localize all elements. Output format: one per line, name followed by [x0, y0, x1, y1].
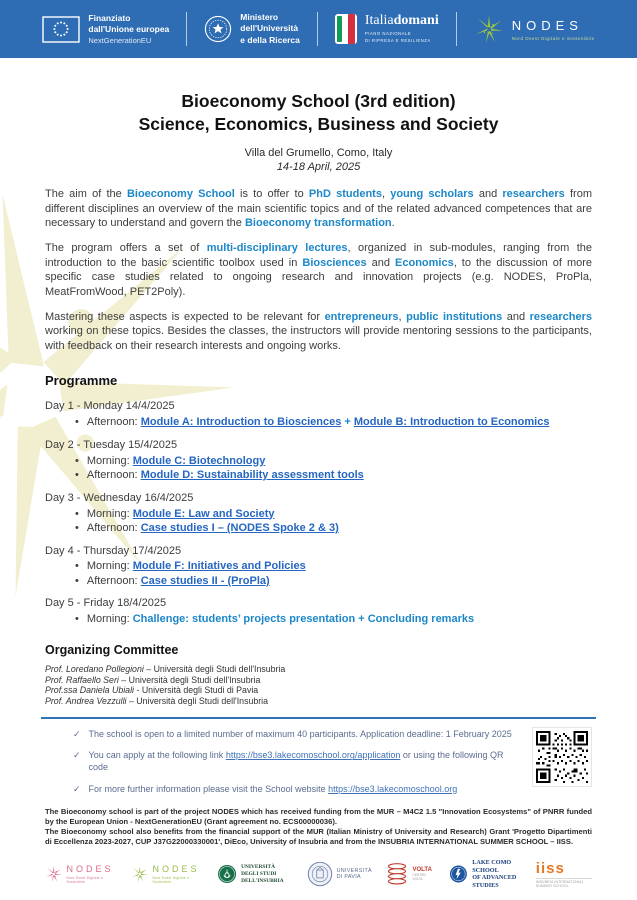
italiadomani-regular: Italia: [364, 13, 394, 29]
lake-como-emblem-icon: [449, 860, 468, 888]
challenge-highlight: Challenge: students’ projects presentation + Concluding remarks: [132, 613, 475, 626]
member-affiliation: – Università degli Studi dell'Insubria: [118, 674, 261, 685]
text-segment: researchers: [502, 188, 565, 201]
text-segment: Bioeconomy School: [126, 188, 235, 201]
bullet-icon: •: [75, 454, 79, 467]
text-segment: and: [366, 256, 396, 269]
funding-note: [45, 807, 592, 846]
text-segment: PhD students: [308, 188, 382, 201]
text-segment: Afternoon:: [86, 469, 141, 482]
day3-morning-item: [75, 507, 592, 522]
italiadomani-bold: domani: [393, 13, 439, 29]
title-block: [45, 90, 592, 173]
text-segment: Morning:: [86, 613, 133, 626]
partner-insubria: [217, 860, 292, 888]
text-segment: Mastering these aspects is expected to be relevant for: [45, 310, 325, 323]
header-divider: [456, 12, 457, 46]
text-segment: or using the following QR code: [88, 750, 504, 773]
module-a-link[interactable]: Module A: Introduction to Biosciences: [140, 416, 342, 429]
check-icon: ✓: [73, 728, 81, 739]
flyer-content: [0, 90, 637, 890]
day4-morning-text: [87, 560, 306, 572]
nodes-sparkle-icon: [131, 864, 148, 884]
ministry-line2: dell'Università: [240, 23, 299, 34]
text-segment: ,: [381, 188, 391, 201]
intro-paragraph-3: [45, 310, 592, 354]
day4-afternoon-text: [87, 575, 270, 587]
header-divider: [317, 12, 318, 46]
check-icon: ✓: [73, 783, 81, 794]
partner-pavia: [307, 861, 372, 887]
text-segment: Morning:: [86, 454, 133, 467]
page-title-line1: Bioeconomy School (3rd edition): [181, 91, 456, 111]
intro-section: [45, 187, 592, 353]
text-segment: Morning:: [86, 507, 133, 520]
text-segment: You can apply at the following link: [88, 750, 226, 761]
text-segment: The aim of the: [45, 188, 127, 201]
bullet-icon: •: [75, 574, 79, 587]
partner-sublabel: DI PAVIA: [336, 874, 361, 881]
bullet-icon: •: [75, 416, 79, 429]
bullet-icon: •: [75, 560, 79, 573]
venue-text: Villa del Grumello, Como, Italy: [244, 147, 393, 160]
member-name: Prof. Raffaello Seri: [45, 674, 119, 685]
text-segment: Afternoon:: [86, 574, 141, 587]
italy-flag-icon: [335, 14, 357, 44]
nodes-sparkle-icon: [474, 14, 504, 44]
ministry-logo: [204, 12, 300, 45]
ministry-emblem-icon: [204, 15, 232, 43]
text-segment: Economics: [395, 256, 454, 269]
application-info-box: [45, 725, 592, 806]
partner-label: VOLTA: [412, 866, 432, 873]
text-segment: entrepreneurs: [324, 310, 399, 323]
text-segment: working on these topics. Besides the classes, the instructors will provide mentoring sessions to the participants, with feedback on their research interests and ongoing works.: [45, 325, 592, 352]
day2-afternoon-text: [87, 469, 364, 481]
text-segment: and: [473, 188, 503, 201]
module-e-link[interactable]: Module E: Law and Society: [132, 507, 275, 520]
intro-paragraph-1: [45, 187, 592, 231]
text-segment: and: [502, 310, 530, 323]
programme-day-4: [45, 544, 592, 589]
partner-label: NODES: [152, 864, 200, 875]
committee-member: [45, 685, 592, 696]
day1-afternoon-item: [75, 415, 592, 430]
partner-label: NODES: [66, 864, 114, 875]
partner-label: UNIVERSITÀ: [336, 867, 372, 874]
day2-afternoon-item: [75, 468, 592, 483]
programme-day-5: [45, 596, 592, 626]
committee-heading: Organizing Committee: [45, 642, 179, 657]
text-segment: researchers: [529, 310, 593, 323]
funding-line-2: The Bioeconomy school also benefits from the financial support of the MUR (Italian Ministry of University and Research) Grant 'Progetto Dipartimenti di Eccellenza 2023-2027, CUP J37G22000330001', DiEco, University of Insubria and from the INSUBRIA INTERNATIONAL SUMMER SCHOOL – IISS.: [45, 827, 592, 846]
nodes-wordmark: NODES: [511, 17, 583, 33]
text-segment: +: [341, 416, 354, 429]
check-icon: ✓: [73, 750, 81, 761]
partner-label: iiss: [535, 859, 565, 877]
info-text: [89, 750, 516, 773]
text-segment: , to the discussion of more specific case studies related to ongoing research and innovation projects (e.g. NODES, ProPla, MeatFromWood, PET2Poly).: [45, 256, 593, 298]
section-divider: [41, 717, 596, 719]
text-segment: Biosciences: [302, 256, 367, 269]
partner-nodes-green: [131, 864, 202, 884]
partner-sublabel: INSUBRIA INTERNATIONAL SUMMER SCHOOL: [536, 878, 592, 888]
programme-section: [45, 373, 592, 626]
committee-member: [45, 675, 592, 686]
text-segment: The program offers a set of: [45, 242, 207, 255]
member-name: Prof. Loredano Pollegioni: [45, 663, 144, 674]
text-segment: Morning:: [86, 560, 133, 573]
committee-section: [45, 643, 592, 707]
ministry-line3: e della Ricerca: [240, 34, 300, 45]
member-name: Prof. Andrea Vezzulli: [45, 695, 127, 706]
partner-sublabel: OF ADVANCED STUDIES: [472, 874, 517, 890]
day5-morning-text: [87, 613, 474, 625]
partner-iiss: [536, 861, 592, 888]
eu-line2: dall'Unione europea: [88, 23, 170, 34]
module-b-link[interactable]: Module B: Introduction to Economics: [353, 416, 550, 429]
info-item-participants: [73, 729, 516, 741]
text-segment: multi-disciplinary lectures: [206, 242, 348, 255]
application-url-link[interactable]: https://bse3.lakecomoschool.org/application: [225, 750, 401, 761]
page-title-line2: Science, Economics, Business and Society: [138, 114, 499, 135]
eu-flag-icon: [42, 16, 80, 43]
volta-pile-icon: [387, 859, 409, 889]
text-segment: , organized in sub-modules, ranging from the introduction to the basic scientific toolbox used in: [45, 242, 592, 269]
day3-afternoon-item: [75, 521, 592, 536]
text-segment: is to offer to: [234, 188, 309, 201]
programme-day-3: [45, 491, 592, 536]
text-segment: The school is open to a limited number of maximum 40 participants. Application deadline: 1 February 2025: [88, 728, 512, 739]
day-label: Day 2 - Tuesday 15/4/2025: [45, 438, 178, 451]
info-item-website: [73, 784, 516, 796]
nodes-tagline: Nord Ovest Digitale e Sostenibile: [511, 35, 595, 41]
italiadomani-sub1: PIANO NAZIONALE: [364, 31, 412, 37]
member-name: Prof.ssa Daniela Ubiali: [45, 685, 134, 696]
day3-afternoon-text: [87, 522, 339, 534]
text-segment: public institutions: [406, 310, 503, 323]
committee-member: [45, 696, 592, 707]
partner-lake-como-school: [449, 859, 520, 890]
day-label: Day 5 - Friday 18/4/2025: [45, 597, 167, 610]
module-f-link[interactable]: Module F: Initiatives and Policies: [132, 560, 306, 573]
info-text: [89, 784, 458, 796]
day1-afternoon-text: [87, 416, 550, 428]
day-label: Day 3 - Wednesday 16/4/2025: [45, 491, 194, 504]
intro-paragraph-2: [45, 241, 592, 300]
qr-code-icon: [536, 731, 588, 783]
day4-afternoon-item: [75, 574, 592, 589]
text-segment: Bioeconomy transformation: [244, 217, 392, 230]
partner-sublabel: Nord Ovest Digitale e Sostenibile: [152, 876, 190, 885]
partner-label: UNIVERSITÀ DEGLI STUDI: [241, 864, 277, 877]
dates-text: 14-18 April, 2025: [276, 161, 361, 174]
day2-morning-item: [75, 454, 592, 469]
nodes-sparkle-icon: [45, 864, 62, 884]
bullet-icon: •: [75, 522, 79, 535]
qr-code: [532, 727, 592, 787]
italiadomani-sub2: DI RIPRESA E RESILIENZA: [364, 37, 431, 43]
text-segment: Afternoon:: [86, 416, 141, 429]
text-segment: ,: [398, 310, 407, 323]
module-d-link[interactable]: Module D: Sustainability assessment tools: [140, 469, 364, 482]
text-segment: from different disciplines an overview of the main scientific topics and of the related advanced competences that are necessary to understand and govern the: [45, 188, 592, 230]
eu-line1: Finanziato: [88, 12, 131, 23]
day-label: Day 4 - Thursday 17/4/2025: [45, 544, 182, 557]
nodes-header-logo: [474, 14, 595, 44]
programme-day-1: [45, 399, 592, 429]
bullet-icon: •: [75, 613, 79, 626]
insubria-emblem-icon: [217, 860, 237, 888]
info-text: [89, 729, 512, 741]
bullet-icon: •: [75, 469, 79, 482]
module-c-link[interactable]: Module C: Biotechnology: [132, 454, 266, 467]
partner-logos-row: [45, 859, 592, 890]
funding-line-1: The Bioeconomy school is part of the project NODES which has received funding from the MUR – M4C2 1.5 "Innovation Ecosystems" of PNRR funded by the European Union - NextGenerationEU (Grant agreement no. ECS00000036).: [45, 807, 592, 827]
committee-member: [45, 664, 592, 675]
day-label: Day 1 - Monday 14/4/2025: [45, 400, 175, 413]
member-affiliation: – Università degli Studi dell'Insubria: [143, 663, 286, 674]
case-studies-1-link[interactable]: Case studies I – (NODES Spoke 2 & 3): [140, 522, 339, 535]
partner-sublabel: Nord Ovest Digitale e Sostenibile: [66, 876, 104, 885]
member-affiliation: – Università degli Studi dell'Insubria: [126, 695, 269, 706]
header-divider: [186, 12, 187, 46]
partner-sublabel: CENTRO VOLTA: [412, 873, 426, 881]
text-segment: young scholars: [390, 188, 474, 201]
partner-sublabel: DELL'INSUBRIA: [241, 877, 284, 884]
text-segment: Afternoon:: [86, 522, 141, 535]
day3-morning-text: [87, 508, 275, 520]
case-studies-2-link[interactable]: Case studies II - (ProPla): [140, 574, 270, 587]
italiadomani-logo: [335, 14, 439, 44]
header-band: [0, 0, 637, 58]
text-segment: For more further information please visit the School website: [88, 783, 329, 794]
day2-morning-text: [87, 455, 265, 467]
day4-morning-item: [75, 559, 592, 574]
eu-funding-logo: [42, 13, 169, 46]
programme-heading: Programme: [45, 373, 118, 389]
partner-label: LAKE COMO SCHOOL: [472, 858, 512, 874]
eu-line3: NextGenerationEU: [88, 35, 152, 45]
pavia-emblem-icon: [307, 861, 333, 887]
text-segment: .: [391, 217, 395, 230]
member-affiliation: - Università degli Studi di Pavia: [134, 685, 259, 696]
partner-nodes-pink: [45, 864, 116, 884]
bullet-icon: •: [75, 507, 79, 520]
partner-volta: [387, 859, 434, 889]
info-item-apply: [73, 750, 516, 773]
programme-day-2: [45, 438, 592, 483]
website-url-link[interactable]: https://bse3.lakecomoschool.org: [328, 783, 458, 794]
day5-morning-item: [75, 612, 592, 627]
ministry-line1: Ministero: [240, 12, 279, 23]
